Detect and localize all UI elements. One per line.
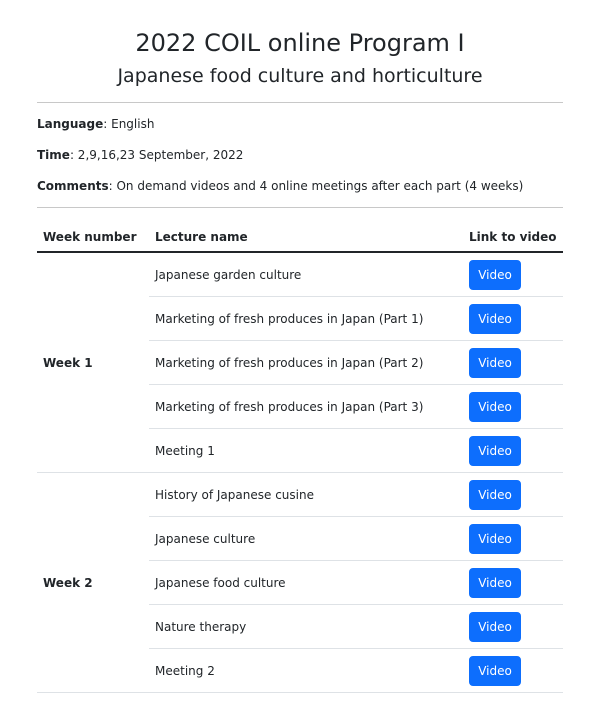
lecture-name: History of Japanese cusine [149, 473, 459, 517]
link-cell [459, 517, 563, 561]
time-line [37, 147, 563, 163]
lecture-name: Japanese culture [149, 517, 459, 561]
link-cell [459, 252, 563, 297]
link-cell [459, 605, 563, 649]
lecture-name: Meeting 2 [149, 649, 459, 693]
header-row [37, 223, 563, 252]
lecture-name: Japanese garden culture [149, 252, 459, 297]
header-link-to-video: Link to video [459, 223, 563, 252]
video-button[interactable]: Video [469, 348, 521, 378]
link-cell [459, 473, 563, 517]
info-divider [37, 207, 563, 208]
lecture-name: Marketing of fresh produces in Japan (Part 1) [149, 297, 459, 341]
comments-value: : On demand videos and 4 online meetings after each part (4 weeks) [108, 179, 524, 193]
time-label: Time [37, 148, 70, 162]
lecture-name: Japanese food culture [149, 561, 459, 605]
language-line [37, 116, 563, 132]
table-header [37, 223, 563, 252]
video-button[interactable]: Video [469, 392, 521, 422]
comments-line [37, 178, 563, 194]
lecture-name: Meeting 1 [149, 429, 459, 473]
language-label: Language [37, 117, 104, 131]
page-subtitle: Japanese food culture and horticulture [117, 65, 483, 87]
week-1-cell: Week 1 [37, 252, 149, 473]
video-button[interactable]: Video [469, 436, 521, 466]
table-row [37, 252, 563, 297]
video-button[interactable]: Video [469, 524, 521, 554]
page-title: 2022 COIL online Program I [135, 29, 465, 57]
header-lecture-name: Lecture name [149, 223, 459, 252]
link-cell [459, 385, 563, 429]
link-cell [459, 297, 563, 341]
link-cell [459, 649, 563, 693]
video-button[interactable]: Video [469, 260, 521, 290]
table-body [37, 252, 563, 693]
header-week-number: Week number [37, 223, 149, 252]
video-button[interactable]: Video [469, 480, 521, 510]
table-row [37, 473, 563, 517]
week-2-cell: Week 2 [37, 473, 149, 693]
lecture-table [37, 223, 563, 693]
time-value: : 2,9,16,23 September, 2022 [69, 148, 244, 162]
lecture-name: Nature therapy [149, 605, 459, 649]
lecture-name: Marketing of fresh produces in Japan (Part 2) [149, 341, 459, 385]
video-button[interactable]: Video [469, 612, 521, 642]
link-cell [459, 429, 563, 473]
link-cell [459, 561, 563, 605]
lecture-name: Marketing of fresh produces in Japan (Part 3) [149, 385, 459, 429]
video-button[interactable]: Video [469, 656, 521, 686]
language-value: : English [103, 117, 155, 131]
link-cell [459, 341, 563, 385]
comments-label: Comments [37, 179, 109, 193]
program-page [37, 0, 563, 693]
video-button[interactable]: Video [469, 304, 521, 334]
header-divider [37, 102, 563, 103]
video-button[interactable]: Video [469, 568, 521, 598]
